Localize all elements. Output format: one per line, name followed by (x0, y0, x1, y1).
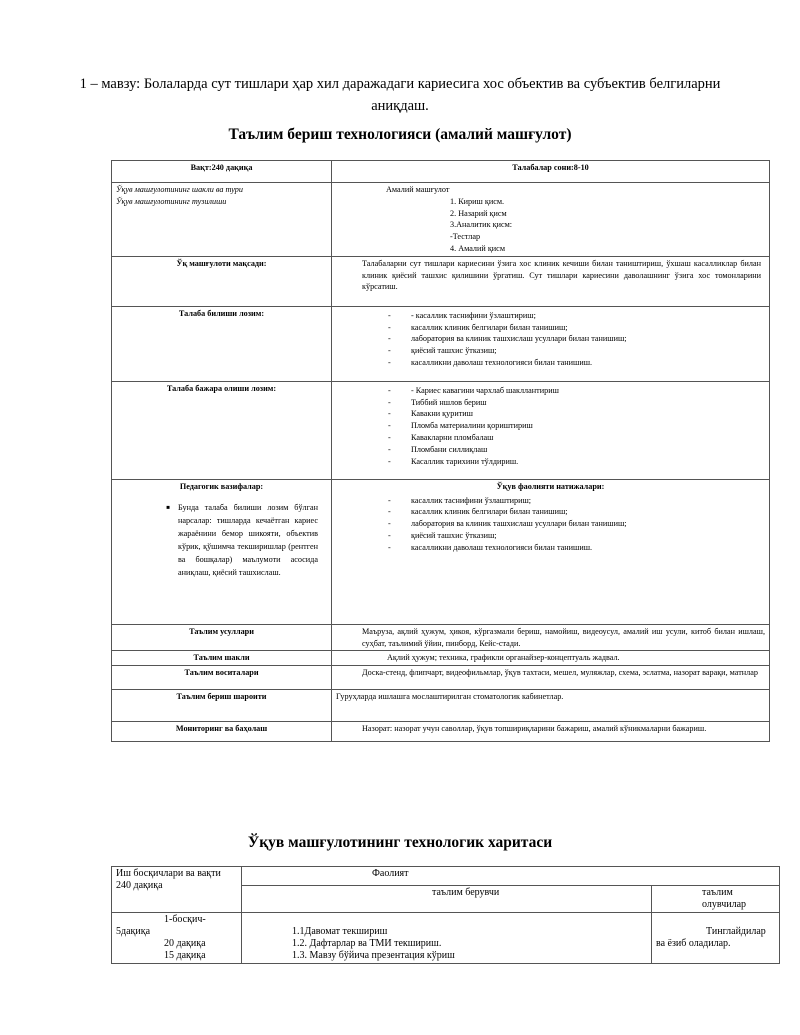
list-item: - қиёсий ташхис ўтказиш; (336, 530, 765, 542)
forms-label: Таълим шакли (112, 651, 332, 666)
topic-title: 1 – мавзу: Болаларда сут тишлари ҳар хил даражадаги кариесига хос объектив ва субъектив белгиларни аниқдаш. (79, 76, 721, 114)
list-item: - Кавакни қуритиш (336, 408, 765, 420)
stage1-student-text: Тинглайдилар ва ёзиб оладилар. (656, 926, 766, 949)
table-row (112, 381, 770, 479)
list-item: - Касаллик тарихини тўлдириш. (336, 456, 765, 468)
list-item: 1.1Давомат текшириш (292, 926, 388, 937)
stage1-title: 1-босқич- (164, 914, 206, 925)
list-item: - Пломба материалини қориштириш (336, 420, 765, 432)
conditions-label: Таълим бериш шароити (112, 690, 332, 722)
stage1-minutes: 5дақиқа (116, 926, 151, 937)
conditions-text: Гуруҳларда ишлашга мослаштирилган стоматологик кабинетлар. (332, 690, 770, 722)
list-item: 3.Аналитик қисм: (450, 220, 513, 230)
stage1-time3: 15 дақиқа (164, 950, 206, 961)
teaching-technology-table (111, 160, 770, 742)
table-row (112, 666, 770, 690)
stages-header: Иш босқичлари ва вақти 240 дақиқа (112, 867, 242, 913)
form-structure-values (332, 183, 770, 257)
student-header: таълим олувчилар (652, 886, 780, 913)
stage1-time2: 20 дақиқа (164, 938, 206, 949)
table-row (112, 183, 770, 257)
table-row (112, 306, 770, 381)
list-item: 4. Амалий қисм (450, 243, 506, 253)
goal-text: Талабаларни сут тишлари кариесини ўзига хос клиник кечиши билан таништириш, ўхшаш касалликлар билан клиник қиёсий ташхис қилишини ўргатиш. Сут тишлари кариесини даволашнинг ўзига хос томонларини кўрсатиш. (332, 256, 770, 306)
stage1-teacher-activities (242, 913, 652, 964)
table-row (112, 651, 770, 666)
technological-map-table (111, 866, 780, 964)
list-item: - касалликни даволаш технологияси билан танишиш. (336, 542, 765, 554)
technological-map-heading: Ўқув машғулотининг технологик харитаси (247, 834, 553, 851)
form-value: Амалий машғулот (386, 185, 450, 194)
pedagogic-cell (112, 479, 332, 624)
list-item: - - Кариес кавагини чархлаб шакллантириш (336, 385, 765, 397)
know-list (336, 310, 765, 369)
list-item: 1.3. Мавзу бўйича презентация кўриш (292, 950, 455, 961)
table-row (112, 913, 780, 964)
list-item: -Тестлар (450, 232, 481, 242)
do-list (336, 385, 765, 468)
time-cell: Вақт:240 дақиқа (112, 161, 332, 183)
do-cell (332, 381, 770, 479)
tools-text: Доска-стенд, флипчарт, видеофильмлар, ўқув тахтаси, мешел, муляжлар, схема, эслатма, назорат варақи, матнлар (332, 666, 770, 690)
methods-label: Таълим усуллари (112, 624, 332, 651)
list-item: - лаборатория ва клиник ташхислаш усуллари билан танишиш; (336, 518, 765, 530)
table-row (112, 256, 770, 306)
know-cell (332, 306, 770, 381)
stage1-times (112, 913, 242, 964)
list-item: - Пломбани силлиқлаш (336, 444, 765, 456)
technology-heading: Таълим бериш технологияси (амалий машғулот) (228, 126, 572, 143)
list-item: - касаллик клиник белгилари билан танишиш; (336, 322, 765, 334)
teacher-header: таълим берувчи (242, 886, 652, 913)
table-row (112, 624, 770, 651)
bullet-mark: ▪ (166, 499, 171, 514)
table-row (112, 722, 770, 742)
form-label: Ўқув машғулотининг шакли ва тури (116, 185, 243, 194)
table-row (112, 479, 770, 624)
list-item: - - касаллик таснифини ўзлаштириш; (336, 310, 765, 322)
list-item: - касалликни даволаш технологияси билан танишиш. (336, 357, 765, 369)
monitoring-label: Мониторинг ва баҳолаш (112, 722, 332, 742)
forms-text: Ақлий ҳужум; техника, графикли органайзер-концептуаль жадвал. (332, 651, 770, 666)
pedagogic-text: Бунда талаба билиши лозим бўлган нарсалар: тишларда кечаётган кариес жараёнини бемор шикояти, объектив кўрик, қўшимча текширишлар (рентген ва бошқалар) маълумоти асосида аниқлаш, қиёсий ташхислаш. (178, 502, 318, 577)
do-label: Талаба бажара олиши лозим: (112, 381, 332, 479)
structure-label: Ўқув машғулотининг тузилиши (116, 196, 227, 206)
table-row (112, 161, 770, 183)
pedagogic-label: Педагогик вазифалар: (179, 481, 264, 491)
structure-list (386, 196, 765, 255)
goal-label: Ўқ машғулоти мақсади: (112, 256, 332, 306)
methods-text: Маъруза, ақлий ҳужум, ҳикоя, кўргазмали бериш, намойиш, видеоусул, амалий иш усули, китоб билан ишлаш, суҳбат, таълимий ўйин, пинборд, Кейс-стади. (332, 624, 770, 651)
stage1-list (292, 926, 647, 962)
results-list (336, 495, 765, 554)
stage1-student-activity (652, 913, 780, 964)
tools-label: Таълим воситалари (112, 666, 332, 690)
list-item: - Кавакларни пломбалаш (336, 432, 765, 444)
list-item: 2. Назарий қисм (450, 208, 507, 218)
monitoring-text: Назорат: назорат учун саволлар, ўқув топшириқларини бажариш, амалий кўникмаларни бажариш. (332, 722, 770, 742)
activity-header: Фаолият (242, 867, 780, 886)
list-item: - Тиббий ншлов бериш (336, 397, 765, 409)
students-count-cell: Талабалар сони:8-10 (332, 161, 770, 183)
list-item: - касаллик клиник белгилари билан танишиш; (336, 506, 765, 518)
table-row (112, 867, 780, 886)
form-structure-labels (112, 183, 332, 257)
list-item: 1.2. Дафтарлар ва ТМИ текшириш. (292, 938, 442, 949)
list-item: - касаллик таснифини ўзлаштириш; (336, 495, 765, 507)
list-item: - қиёсий ташхис ўтказиш; (336, 345, 765, 357)
list-item: 1. Кириш қисм. (450, 196, 505, 206)
list-item: - лаборатория ва клиник ташхислаш усуллари билан танишиш; (336, 333, 765, 345)
results-cell (332, 479, 770, 624)
table-row (112, 690, 770, 722)
know-label: Талаба билиши лозим: (112, 306, 332, 381)
results-label: Ўқув фаолияти натижалари: (496, 481, 605, 491)
